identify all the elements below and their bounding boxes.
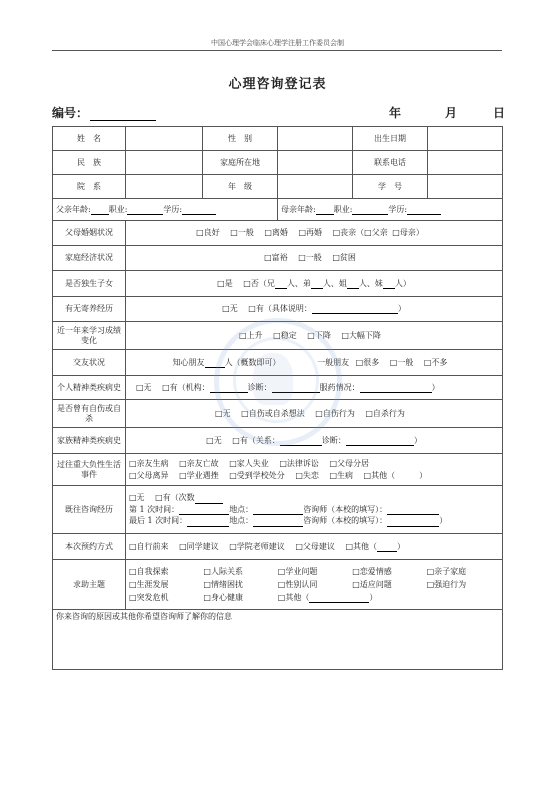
past-counsel-row (53, 486, 503, 534)
study-sharp-down-option[interactable]: □大幅下降 (341, 330, 381, 340)
mother-job-label: 职业: (333, 204, 353, 214)
grade-field[interactable] (278, 175, 353, 199)
self-harm-options (126, 400, 503, 428)
past-counsel-line-1 (129, 492, 499, 504)
psych-history-row (53, 376, 503, 400)
student-id-field[interactable] (428, 175, 503, 199)
topics-label: 求助主题 (53, 560, 126, 610)
life-events-label: 过往重大负性生活事件 (53, 454, 126, 486)
mother-job-input[interactable] (352, 205, 388, 215)
topic-academic-option[interactable]: □学业问题 (277, 566, 318, 576)
first-counselor-label: 咨询师（本校的填写）： (303, 504, 388, 514)
past-counsel-line-2 (129, 504, 499, 516)
close-friends-input[interactable] (205, 358, 225, 368)
event-parents-divorced-option[interactable]: □父母离异 (129, 470, 169, 480)
mother-info (278, 199, 503, 221)
friends-normal-option[interactable]: □一般 (389, 357, 414, 367)
topic-self-exploration-option[interactable]: □自我探索 (129, 566, 169, 576)
last-counselor-label: 咨询师（本校的填写）： (303, 516, 388, 526)
last-place-label: 地点： (229, 516, 254, 526)
marriage-options (126, 221, 503, 246)
suicide-behavior-option[interactable]: □自杀行为 (365, 408, 405, 418)
younger-sisters-input[interactable] (383, 279, 395, 289)
table-row (53, 175, 503, 199)
marriage-normal-option[interactable]: □一般 (230, 228, 254, 237)
only-child-label: 是否独生子女 (53, 271, 126, 297)
life-events-line-1 (129, 458, 499, 470)
study-up-option[interactable]: □上升 (239, 330, 263, 340)
self-harm-none-option[interactable]: □无 (215, 408, 231, 418)
family-history-row (53, 428, 503, 454)
sisters-input[interactable] (347, 279, 359, 289)
younger-sisters-label: 人、妹 (358, 278, 383, 288)
name-label: 姓 名 (53, 127, 126, 151)
topic-romance-option[interactable]: □恋爱情感 (352, 566, 392, 576)
economy-rich-option[interactable]: □富裕 (264, 253, 288, 262)
father-edu-label: 学历: (163, 204, 183, 214)
father-age-input[interactable] (91, 205, 109, 215)
family-relation-input[interactable] (280, 436, 322, 446)
psych-history-options (126, 376, 503, 400)
ethnicity-field[interactable] (126, 151, 203, 175)
economy-label: 家庭经济状况 (53, 246, 126, 271)
mother-age-label: 母亲年龄: (281, 204, 316, 214)
foster-has-option[interactable]: □有（具体说明： (248, 304, 312, 313)
year-label: 年 (389, 106, 402, 120)
psych-institution-input[interactable] (210, 383, 248, 393)
last-counselor-input[interactable] (387, 517, 439, 527)
grade-label: 年 级 (203, 175, 278, 199)
social-options (126, 350, 503, 376)
marriage-bereaved-mother-option[interactable]: □母亲） (392, 228, 424, 237)
ethnicity-label: 民 族 (53, 151, 126, 175)
past-counsel-none-option[interactable]: □无 (129, 493, 145, 503)
self-harm-row (53, 400, 503, 428)
foster-close: ） (397, 304, 406, 313)
topic-gender-identity-option[interactable]: □性别认同 (277, 579, 318, 589)
dept-field[interactable] (126, 175, 203, 199)
last-time-label: 最后 1 次时间： (129, 516, 188, 526)
name-field[interactable] (126, 127, 203, 151)
booking-other-option[interactable]: □其他（ (345, 541, 377, 551)
self-harm-behavior-option[interactable]: □自伤行为 (315, 408, 355, 418)
past-counsel-line-3 (129, 515, 499, 527)
event-relative-death-option[interactable]: □亲友亡故 (179, 458, 219, 468)
psych-medication-label: 服药情况： (319, 382, 360, 392)
only-child-row (53, 271, 503, 297)
study-row (53, 322, 503, 350)
home-label: 家庭所在地 (203, 151, 278, 175)
topics-row (53, 560, 503, 610)
student-id-label: 学 号 (353, 175, 428, 199)
form-title: 心理咨询登记表 (228, 77, 327, 92)
economy-row (53, 246, 503, 271)
home-field[interactable] (278, 151, 353, 175)
study-label: 近一年来学习成绩变化 (53, 322, 126, 350)
mother-edu-input[interactable] (407, 205, 441, 215)
event-other-option[interactable]: □其他（ ） (363, 470, 428, 480)
social-label: 交友状况 (53, 350, 126, 376)
topics-grid (129, 567, 499, 603)
reason-prompt: 你来咨询的原因或其他你希望咨询师了解你的信息 (56, 612, 232, 621)
past-counsel-has-option[interactable]: □有（次数 (155, 493, 195, 503)
economy-options (126, 246, 503, 271)
psych-medication-input[interactable] (360, 383, 432, 393)
close-friends-suffix: 人（概数即可） (224, 357, 281, 367)
form-issuer: 中国心理学会临床心理学注册工作委员会制 (211, 39, 344, 47)
parents-row (53, 199, 503, 221)
event-breakup-option[interactable]: □失恋 (295, 470, 319, 480)
study-stable-option[interactable]: □稳定 (273, 330, 297, 340)
life-events-row (53, 454, 503, 486)
booking-classmate-option[interactable]: □同学建议 (179, 541, 219, 551)
self-harm-thought-option[interactable]: □自伤或自杀想法 (241, 408, 305, 418)
first-time-label: 第 1 次时间： (129, 504, 180, 514)
life-events-line-2 (129, 470, 499, 482)
mother-edu-label: 学历: (388, 204, 408, 214)
topic-family-option[interactable]: □亲子家庭 (426, 566, 467, 576)
family-history-close: ） (413, 435, 422, 445)
table-row (53, 151, 503, 175)
family-diagnosis-input[interactable] (346, 436, 414, 446)
friends-few-option[interactable]: □不多 (423, 357, 448, 367)
event-lawsuit-option[interactable]: □法律诉讼 (279, 458, 319, 468)
event-illness-option[interactable]: □生病 (329, 470, 353, 480)
younger-brothers-label: 人、弟 (286, 278, 311, 288)
booking-self-option[interactable]: □自行前来 (129, 541, 169, 551)
study-options (126, 322, 503, 350)
topic-compulsion-option[interactable]: □强迫行为 (426, 579, 467, 589)
family-history-label: 家族精神类疾病史 (53, 428, 126, 454)
past-counsel-close: ） (439, 516, 448, 526)
day-label: 日 (493, 106, 506, 120)
last-place-input[interactable] (253, 517, 303, 527)
only-child-options (126, 271, 503, 297)
psych-history-has-option[interactable]: □有（机构： (162, 382, 210, 392)
only-child-close: 人） (394, 278, 411, 288)
first-place-label: 地点： (229, 504, 254, 514)
foster-label: 有无寄养经历 (53, 297, 126, 322)
study-down-option[interactable]: □下降 (307, 330, 331, 340)
family-history-has-option[interactable]: □有（关系： (232, 435, 280, 445)
psych-history-label: 个人精神类疾病史 (53, 376, 126, 400)
younger-brothers-input[interactable] (311, 279, 323, 289)
psych-diagnosis-label: 诊断： (247, 382, 272, 392)
psych-diagnosis-input[interactable] (272, 383, 320, 393)
brothers-input[interactable] (275, 279, 287, 289)
event-school-discipline-option[interactable]: □受到学校处分 (229, 470, 285, 480)
event-academic-setback-option[interactable]: □学业遇挫 (179, 470, 219, 480)
serial-label: 编号： (52, 106, 89, 120)
topic-emotion-option[interactable]: □情绪困扰 (203, 579, 243, 589)
marriage-good-option[interactable]: □良好 (196, 228, 220, 237)
booking-label: 本次预约方式 (53, 534, 126, 560)
psych-history-close: ） (431, 382, 440, 392)
life-events-options (126, 454, 503, 486)
past-counsel-details (126, 486, 503, 534)
economy-poor-option[interactable]: □贫困 (332, 253, 356, 262)
father-info (53, 199, 278, 221)
topic-career-option[interactable]: □生涯发展 (129, 579, 169, 589)
birthdate-label: 出生日期 (353, 127, 428, 151)
booking-other-input[interactable] (377, 542, 397, 552)
mother-age-input[interactable] (316, 205, 334, 215)
family-history-options (126, 428, 503, 454)
topic-crisis-option[interactable]: □突发危机 (129, 592, 169, 602)
self-harm-label: 是否曾有自伤或自杀 (53, 400, 126, 428)
marriage-divorced-option[interactable]: □离婚 (264, 228, 288, 237)
topic-other-option[interactable]: □其他（ (277, 592, 310, 602)
serial-number (52, 104, 156, 121)
registration-table (52, 126, 503, 670)
marriage-bereaved-father-option[interactable]: □丧亲（□父亲 (332, 228, 388, 237)
topic-health-option[interactable]: □身心健康 (203, 592, 243, 602)
gender-label: 性 别 (203, 127, 278, 151)
normal-friends-label: 一般朋友 (317, 357, 350, 367)
foster-options (126, 297, 503, 322)
booking-row (53, 534, 503, 560)
foster-none-option[interactable]: □无 (222, 304, 238, 313)
dept-label: 院 系 (53, 175, 126, 199)
event-unemployment-option[interactable]: □家人失业 (229, 458, 269, 468)
topic-adaptation-option[interactable]: □适应问题 (352, 579, 392, 589)
past-counsel-count-input[interactable] (195, 494, 223, 504)
event-parents-separated-option[interactable]: □父母分居 (329, 458, 369, 468)
only-child-yes-option[interactable]: □是 (217, 278, 233, 288)
topic-relationships-option[interactable]: □人际关系 (203, 566, 243, 576)
month-label: 月 (445, 106, 458, 120)
father-job-label: 职业: (108, 204, 128, 214)
first-place-input[interactable] (253, 505, 303, 515)
event-relative-ill-option[interactable]: □亲友生病 (129, 458, 169, 468)
friends-many-option[interactable]: □很多 (355, 357, 380, 367)
booking-close: ） (397, 541, 405, 551)
first-time-input[interactable] (179, 505, 229, 515)
social-row (53, 350, 503, 376)
economy-normal-option[interactable]: □一般 (298, 253, 322, 262)
reason-row (53, 610, 503, 670)
booking-parents-option[interactable]: □父母建议 (295, 541, 335, 551)
first-counselor-input[interactable] (387, 505, 439, 515)
gender-field[interactable] (278, 127, 353, 151)
father-age-label: 父亲年龄: (56, 204, 91, 214)
psych-history-none-option[interactable]: □无 (136, 382, 152, 392)
topic-other-input[interactable] (309, 593, 369, 603)
table-row (53, 127, 503, 151)
only-child-no-option[interactable]: □否（兄 (243, 278, 275, 288)
close-friends-label: 知心朋友 (172, 357, 205, 367)
phone-field[interactable] (428, 151, 503, 175)
father-job-input[interactable] (127, 205, 163, 215)
foster-detail-input[interactable] (312, 304, 398, 314)
booking-options (126, 534, 503, 560)
phone-label: 联系电话 (353, 151, 428, 175)
topics-options (126, 560, 503, 610)
foster-row (53, 297, 503, 322)
topic-other-close: ） (369, 592, 378, 602)
marriage-remarried-option[interactable]: □再婚 (298, 228, 323, 237)
reason-field[interactable] (53, 610, 503, 670)
booking-teacher-option[interactable]: □学院老师建议 (229, 541, 285, 551)
form-meta (52, 104, 506, 120)
topic-other-wrap (278, 593, 499, 603)
birthdate-field[interactable] (428, 127, 503, 151)
serial-input[interactable] (90, 109, 156, 121)
marriage-row (53, 221, 503, 246)
past-counsel-label: 既往咨询经历 (53, 486, 126, 534)
header-divider (52, 50, 502, 51)
family-diagnosis-label: 诊断： (321, 435, 346, 445)
sisters-label: 人、姐 (322, 278, 347, 288)
family-history-none-option[interactable]: □无 (206, 435, 222, 445)
last-time-input[interactable] (187, 517, 229, 527)
marriage-label: 父母婚姻状况 (53, 221, 126, 246)
father-edu-input[interactable] (182, 205, 216, 215)
